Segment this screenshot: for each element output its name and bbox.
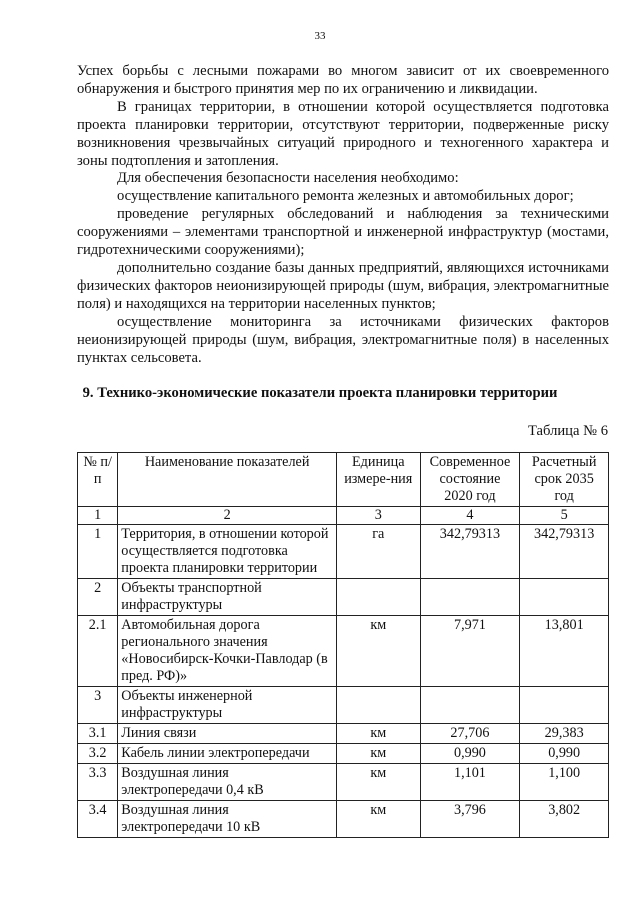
table-body [78,507,609,838]
paragraph: Успех борьбы с лесными пожарами во многом зависит от их своевременного обнаружения и быстрого принятия мер по их ограничению и ликвидации. [77,63,609,97]
table-row [78,744,609,764]
row-unit-cell: га [336,525,420,579]
row-current-cell: 3,796 [420,801,520,838]
index-cell: 5 [520,507,609,525]
row-current-cell: 342,79313 [420,525,520,579]
table-row [78,724,609,744]
row-projected-cell [520,579,609,616]
table-row [78,801,609,838]
row-name-cell: Линия связи [118,724,337,744]
table-row [78,579,609,616]
row-name-cell: Воздушная линия электропередачи 10 кВ [118,801,337,838]
row-num-cell: 3.3 [78,764,118,801]
row-name-cell: Объекты транспортной инфраструктуры [118,579,337,616]
row-name-cell: Воздушная линия электропередачи 0,4 кВ [118,764,337,801]
row-num-cell: 3.1 [78,724,118,744]
header-num: № п/п [78,453,118,507]
row-unit-cell [336,579,420,616]
paragraph: Для обеспечения безопасности населения необходимо: [117,170,459,187]
row-projected-cell: 3,802 [520,801,609,838]
table-row [78,616,609,687]
row-projected-cell: 0,990 [520,744,609,764]
row-projected-cell: 13,801 [520,616,609,687]
row-current-cell: 27,706 [420,724,520,744]
index-cell: 4 [420,507,520,525]
row-current-cell [420,687,520,724]
paragraph: проведение регулярных обследований и наблюдения за техническими сооружениями – элементами транспортной и инженерной инфраструктур (мостами, гидротехническими сооружениями); [77,206,609,259]
index-cell: 1 [78,507,118,525]
row-unit-cell: км [336,764,420,801]
row-num-cell: 3.2 [78,744,118,764]
row-current-cell: 0,990 [420,744,520,764]
row-unit-cell: км [336,724,420,744]
table-row [78,525,609,579]
row-projected-cell [520,687,609,724]
row-unit-cell [336,687,420,724]
row-num-cell: 1 [78,525,118,579]
section-title: 9. Технико-экономические показатели проекта планировки территории [82,385,558,401]
table-row [78,764,609,801]
table-row [78,687,609,724]
row-name-cell: Автомобильная дорога регионального значения «Новосибирск-Кочки-Павлодар (в пред. РФ)» [118,616,337,687]
row-name-cell: Объекты инженерной инфраструктуры [118,687,337,724]
indicators-table [77,452,609,838]
paragraph: дополнительно создание базы данных предприятий, являющихся источниками физических факторов неионизирующей природы (шум, вибрация, электромагнитные поля) и находящихся на территории населенных пунктов; [77,259,609,312]
row-unit-cell: км [336,744,420,764]
row-unit-cell: км [336,616,420,687]
row-num-cell: 2.1 [78,616,118,687]
table-caption: Таблица № 6 [528,423,608,439]
header-projected: Расчетный срок 2035 год [520,453,609,507]
page-number: 33 [314,30,326,42]
body-text [77,63,609,367]
table-header-row [78,453,609,507]
paragraph: осуществление мониторинга за источниками физических факторов неионизирующей природы (шум, вибрация, электромагнитные поля) в населенных пунктах сельсовета. [77,313,609,366]
row-name-cell: Кабель линии электропередачи [118,744,337,764]
row-num-cell: 3 [78,687,118,724]
row-name-cell: Территория, в отношении которой осуществляется подготовка проекта планировки территории [118,525,337,579]
header-current: Современное состояние 2020 год [420,453,520,507]
index-cell: 3 [336,507,420,525]
paragraph: В границах территории, в отношении которой осуществляется подготовка проекта планировки территории, отсутствуют территории, подверженные риску возникновения чрезвычайных ситуаций природного и техногенного характера и зоны подтопления и затопления. [77,98,609,169]
row-projected-cell: 29,383 [520,724,609,744]
row-num-cell: 3.4 [78,801,118,838]
paragraph: осуществление капитального ремонта железных и автомобильных дорог; [117,188,574,205]
row-current-cell [420,579,520,616]
row-num-cell: 2 [78,579,118,616]
table-index-row [78,507,609,525]
header-unit: Единица измере-ния [336,453,420,507]
index-cell: 2 [118,507,337,525]
row-current-cell: 1,101 [420,764,520,801]
row-projected-cell: 342,79313 [520,525,609,579]
row-projected-cell: 1,100 [520,764,609,801]
row-unit-cell: км [336,801,420,838]
row-current-cell: 7,971 [420,616,520,687]
header-name: Наименование показателей [118,453,337,507]
